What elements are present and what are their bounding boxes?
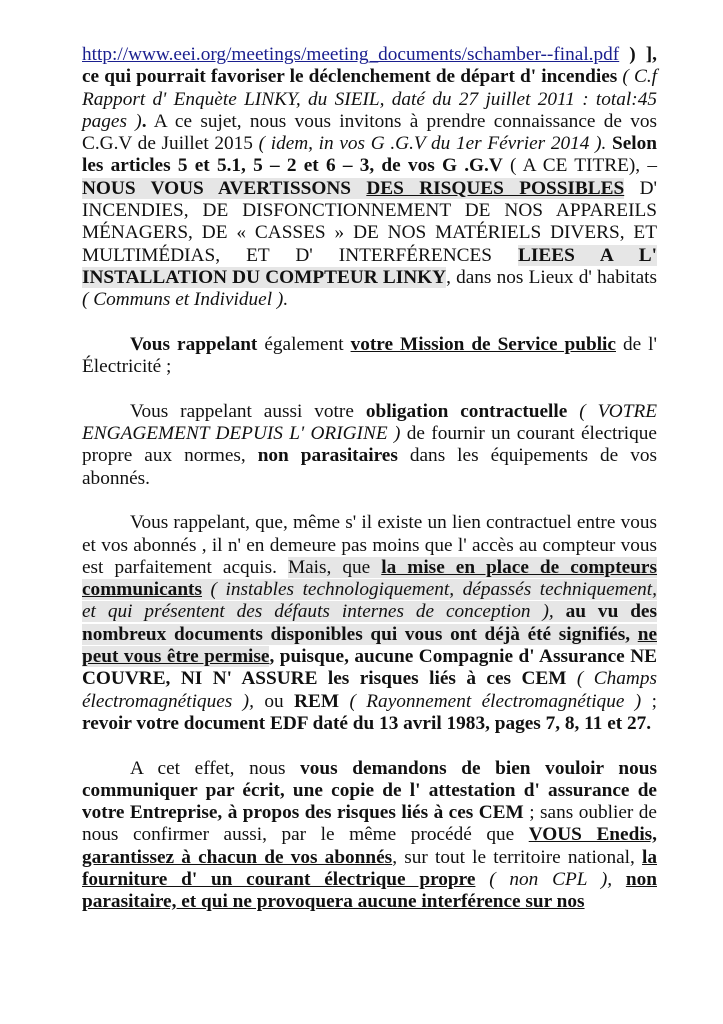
italic-text: ( idem, in vos G .G.V du 1er Février 2014 ).	[258, 133, 607, 155]
text: ou	[253, 690, 295, 712]
text: ;	[641, 690, 658, 712]
bold-text: Selon les articles 5 et 5.1, 5 – 2 et 6 – 3, de vos G .G.V	[82, 133, 657, 177]
text: dans les équipements de vos abonnés.	[82, 445, 657, 489]
text: également	[257, 333, 351, 355]
underlined-text: ne peut vous être permise	[82, 623, 657, 668]
text: , sur tout le territoire national,	[392, 846, 643, 868]
underlined-text: la mise en place de compteurs communicants	[82, 556, 657, 601]
bold-text: revoir votre document EDF daté du 13 avril 1983, pages 7, 8, 11 et 27.	[82, 712, 652, 734]
bold-text: obligation contractuelle	[365, 400, 568, 422]
paragraph-spacer	[82, 490, 657, 512]
italic-text: ( Champs électromagnétiques ),	[82, 668, 657, 712]
italic-text: ( non CPL ),	[475, 868, 613, 890]
text: de fournir un courant électrique propre aux normes,	[82, 423, 657, 467]
reference-link[interactable]: http://www.eei.org/meetings/meeting_documents/schamber--final.pdf	[82, 44, 620, 65]
paragraph-spacer	[82, 735, 657, 757]
highlighted-italic-text: ( instables technologiquement, dépassés techniquement, et qui présentent des défauts internes de conception ),	[82, 579, 657, 623]
italic-text: ( Communs et Individuel ).	[82, 289, 289, 311]
underlined-text: VOUS Enedis, garantissez à chacun de vos abonnés	[82, 824, 657, 868]
underlined-text: non parasitaire, et qui ne provoquera aucune interférence sur nos	[82, 868, 657, 913]
paragraph-4	[82, 512, 657, 735]
italic-text: ( Rayonnement électromagnétique )	[339, 690, 642, 712]
bold-text: non parasitaires	[257, 445, 398, 467]
highlighted-underlined-text	[366, 178, 624, 199]
paragraph-3	[82, 401, 657, 490]
text: Vous rappelant, que, même s' il existe un lien contractuel entre vous et vos abonnés , il n' en demeure pas moins que l' accès au compteur vous est parfaitement acquis.	[82, 512, 657, 578]
text	[612, 869, 626, 890]
document-page	[82, 44, 657, 914]
text: D' INCENDIES, DE DISFONCTIONNEMENT DE NOS APPAREILS MÉNAGERS, DE « CASSES » DE NOS MATÉRIELS DIVERS, ET MULTIMÉDIAS, ET D' INTERFÉRENCES	[82, 177, 657, 266]
underlined-text: la fourniture d' un courant électrique propre	[82, 846, 658, 890]
text: ; sans oublier de nous confirmer aussi, par le même procédé que	[82, 802, 657, 846]
text: Vous rappelant aussi votre	[130, 400, 366, 422]
bold-underlined-text	[351, 334, 616, 355]
text: ( A CE TITRE), –	[502, 155, 657, 177]
bold-text: , puisque, aucune Compagnie d' Assurance NE COUVRE, NI N' ASSURE les risques liés à ces CEM	[82, 646, 657, 690]
bold-text: vous demandons de bien vouloir nous communiquer par écrit, une copie de l' attestation d' assurance de votre Entreprise, à propos des risques liés à ces CEM	[82, 757, 657, 824]
bold-text: ce qui pourrait favoriser le déclenchement de départ d' incendies	[82, 66, 618, 88]
text: A cet effet, nous	[130, 757, 301, 779]
paragraph-5	[82, 758, 657, 914]
text: ) ],	[619, 44, 657, 65]
highlighted-bold-text: LIEES A L' INSTALLATION DU COMPTEUR LINKY	[82, 244, 657, 288]
paragraph-spacer	[82, 312, 657, 334]
bold-text: .	[141, 110, 147, 132]
paragraph-spacer	[82, 378, 657, 400]
highlighted-text: Mais, que	[287, 556, 382, 578]
paragraph-2	[82, 334, 657, 379]
underlined-text: DES RISQUES POSSIBLES	[366, 177, 625, 199]
text: , dans nos Lieux d' habitats	[446, 266, 657, 288]
text: A ce sujet, nous vous invitons à prendre connaissance de vos C.G.V de Juillet 2015	[82, 110, 657, 155]
highlighted-bold-text: NOUS VOUS AVERTISSONS	[82, 177, 367, 199]
bold-text: REM	[294, 690, 340, 712]
bold-text: Vous rappelant	[130, 333, 258, 355]
italic-text: ( VOTRE ENGAGEMENT DEPUIS L' ORIGINE )	[82, 400, 657, 445]
paragraph-1	[82, 44, 657, 312]
underlined-text: votre Mission de Service public	[350, 333, 616, 355]
highlighted-bold-text: au vu des nombreux documents disponibles qui vous ont déjà été signifiés,	[82, 601, 657, 645]
text: de l' Électricité ;	[82, 333, 657, 378]
italic-text: ( C.f Rapport d' Enquète LINKY, du SIEIL, daté du 27 juillet 2011 : total:45 pages )	[82, 66, 657, 132]
